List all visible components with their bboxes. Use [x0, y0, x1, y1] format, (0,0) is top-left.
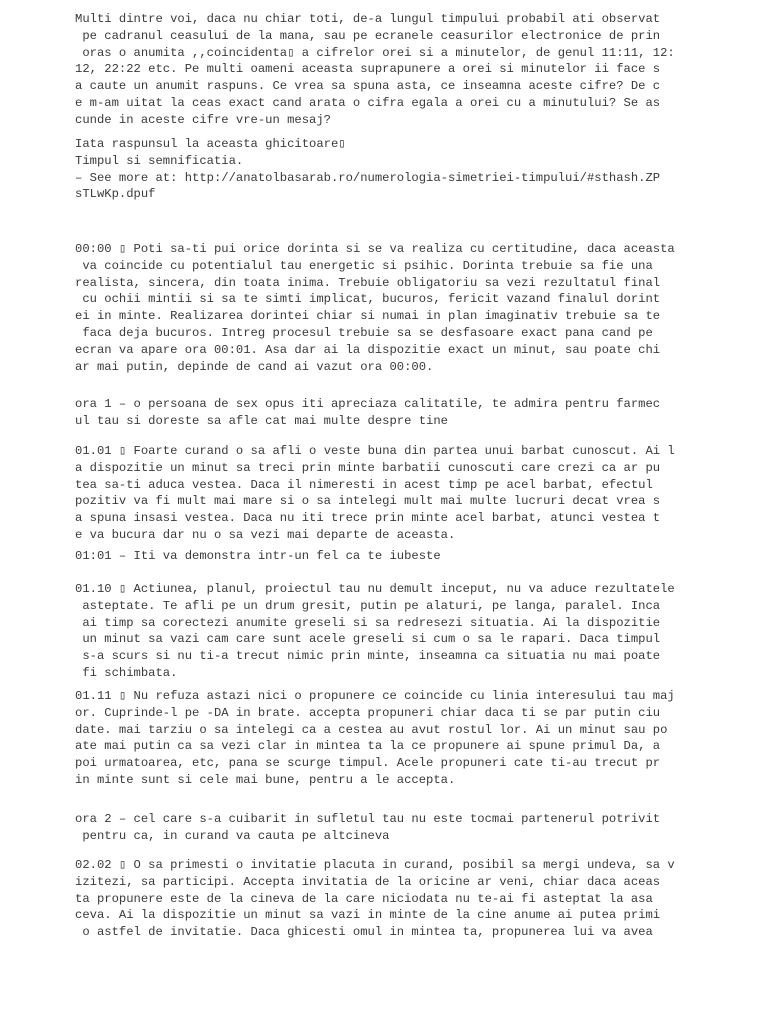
entry-01-01-colon: 01:01 – Iti va demonstra intr-un fel ca te iubeste: [75, 549, 441, 563]
entry-01-01-dot: 01.01 ▯ Foarte curand o sa afli o veste buna din partea unui barbat cunoscut. Ai l a dispozitie un minut sa treci prin minte barbatii cunoscuti care crezi ca ar pu tea sa-ti aduca vestea. Daca il nimeresti in acest timp pe acel barbat, efectul pozitiv va fi mult mai mare si o sa intelegi mult mai multe lucruri decat vrea s a spuna insasi vestea. Daca nu iti trece prin minte acel barbat, atunci vestea t e va bucura dar nu o sa vezi mai departe de aceasta.: [75, 444, 675, 542]
entry-02-02: 02.02 ▯ O sa primesti o invitatie placuta in curand, posibil sa mergi undeva, sa v izitezi, sa participi. Accepta invitatia de la oricine ar veni, chiar daca aceas ta propunere este de la cineva de la care niciodata nu te-ai fi asteptat la asa ceva. Ai la dispozitie un minut sa vazi in minte de la cine anume ai putea primi o astfel de invitatie. Daca ghicesti omul in mintea ta, propunerea lui va avea: [75, 858, 675, 940]
hour-2-heading: ora 2 – cel care s-a cuibarit in sufletul tau nu este tocmai partenerul potrivit pentru ca, in curand va cauta pe altcineva: [75, 812, 661, 843]
answer-paragraph: Iata raspunsul la aceasta ghicitoare▯ Timpul si semnificatia. – See more at: http://anatolbasarab.ro/numerologia-simetriei-timpului/#sthash.ZP sTLwKp.dpuf: [75, 137, 661, 202]
entry-01-10: 01.10 ▯ Actiunea, planul, proiectul tau nu demult inceput, nu va aduce rezultatele asteptate. Te afli pe un drum gresit, putin pe alaturi, pe langa, paralel. Inca ai timp sa corectezi anumite greseli si sa redresezi situatia. Ai la dispozitie un minut sa vazi cam care sunt acele greseli si cum o sa le rapari. Daca timpul s-a scurs si nu ti-a trecut nimic prin minte, inseamna ca situatia nu mai poate fi schimbata.: [75, 582, 675, 680]
entry-01-11: 01.11 ▯ Nu refuza astazi nici o propunere ce coincide cu linia interesului tau maj or. Cuprinde-l pe -DA in brate. accepta propuneri chiar daca ti se par putin ciu date. mai tarziu o sa intelegi ca a cestea au avut rostul lor. Ai un minut sau po ate mai putin ca sa vezi clar in mintea ta la ce propunere ai spune primul Da, a poi urmatoarea, etc, pana se scurge timpul. Acele propuneri cate ti-au trecut pr in minte sunt si cele mai bune, pentru a le accepta.: [75, 689, 675, 787]
entry-00-00: 00:00 ▯ Poti sa-ti pui orice dorinta si se va realiza cu certitudine, daca aceasta va coincide cu potentialul tau energetic si psihic. Dorinta trebuie sa fie una realista, sincera, din toata inima. Trebuie obligatoriu sa vezi rezultatul final cu ochii mintii si sa te simti implicat, bucuros, fericit vazand finalul dorint ei in minte. Realizarea dorintei chiar si numai in plan imaginativ trebuie sa te faca deja bucuros. Intreg procesul trebuie sa se desfasoare exact pana cand pe ecran va apare ora 00:01. Asa dar ai la dispozitie exact un minut, sau poate chi ar mai putin, depinde de cand ai vazut ora 00:00.: [75, 242, 675, 374]
hour-1-heading: ora 1 – o persoana de sex opus iti apreciaza calitatile, te admira pentru farmec ul tau si doreste sa afle cat mai multe despre tine: [75, 397, 661, 428]
intro-paragraph: Multi dintre voi, daca nu chiar toti, de-a lungul timpului probabil ati observat pe cadranul ceasului de la mana, sau pe ecranele ceasurilor electronice de prin oras o anumita ,,coincidenta▯ a cifrelor orei si a minutelor, de genul 11:11, 12: 12, 22:22 etc. Pe multi oameni aceasta suprapunere a orei si minutelor ii face s a caute un anumit raspuns. Ce vrea sa spuna asta, ce inseamna aceste cifre? De c e m-am uitat la ceas exact cand arata o cifra egala a orei cu a minutului? Se as cunde in aceste cifre vre-un mesaj?: [75, 12, 675, 127]
